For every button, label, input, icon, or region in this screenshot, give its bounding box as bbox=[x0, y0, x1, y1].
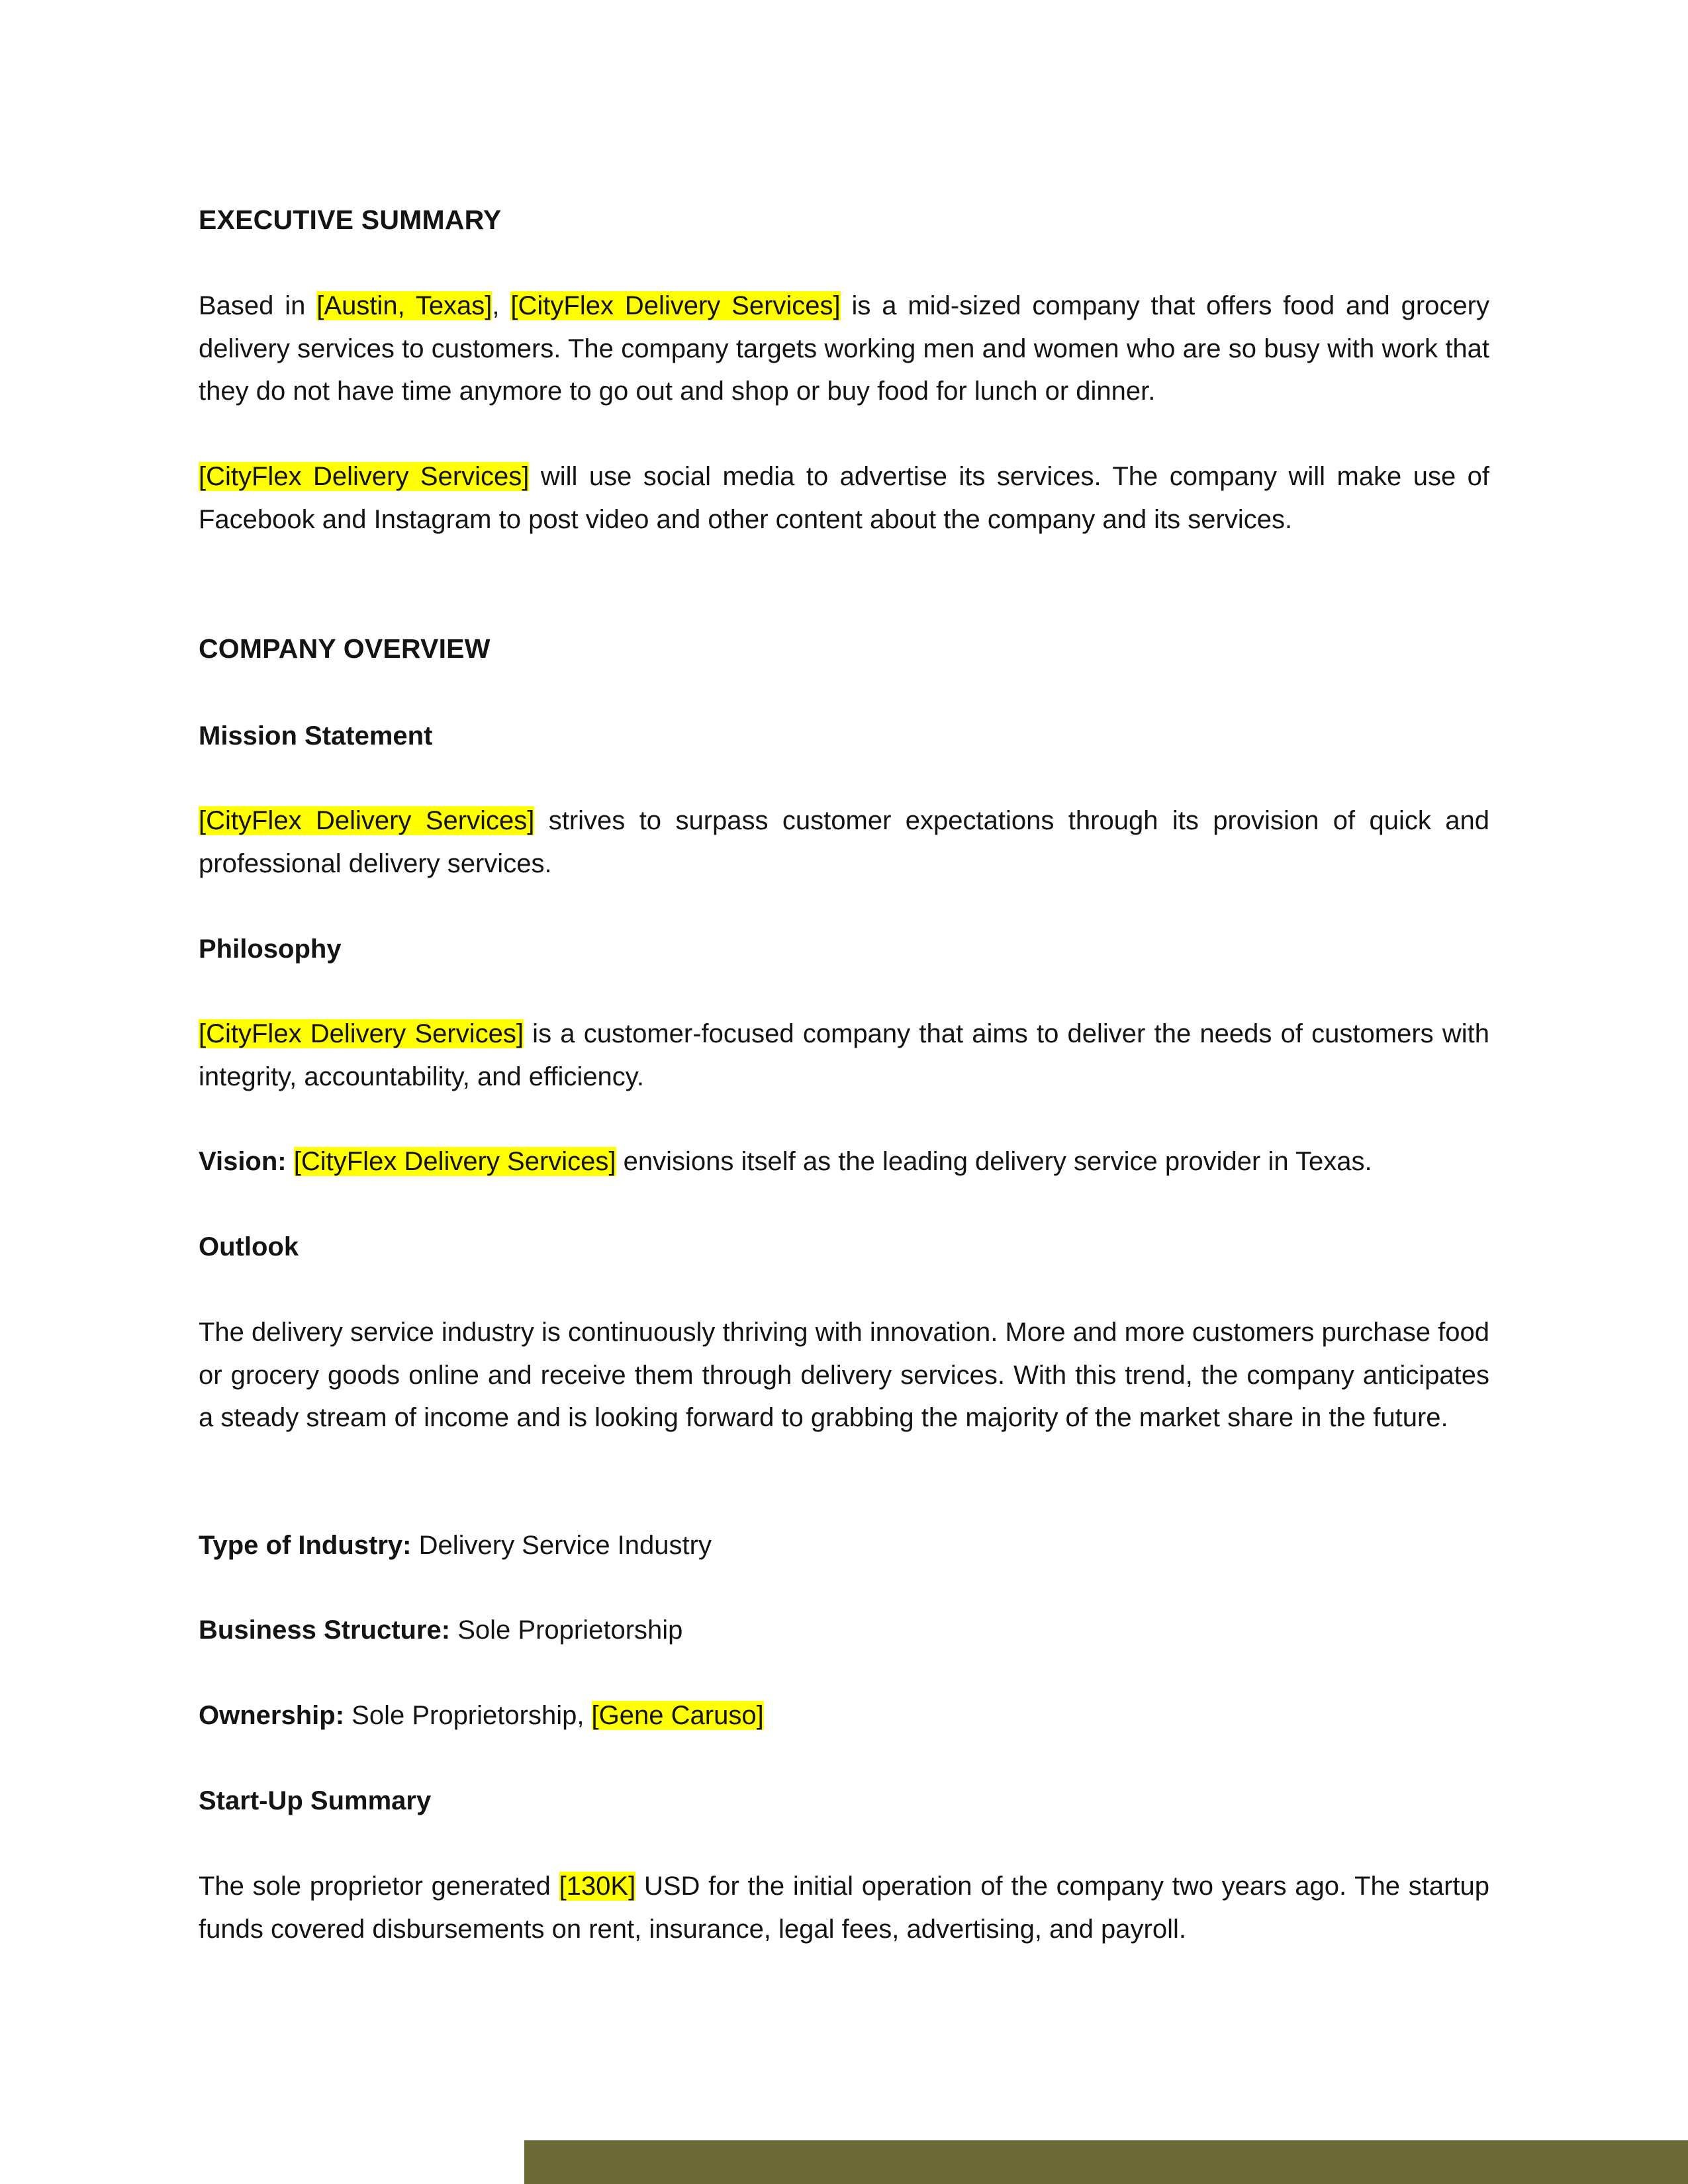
vision-label: Vision: bbox=[199, 1147, 287, 1176]
philosophy-paragraph bbox=[199, 1013, 1489, 1098]
executive-summary-paragraph-1 bbox=[199, 285, 1489, 413]
outlook-paragraph: The delivery service industry is continuously thriving with innovation. More and more customers purchase food or grocery goods online and receive them through delivery services. With this trend, the company anticipates a steady stream of income and is looking forward to grabbing the majority of the market share in the future. bbox=[199, 1318, 1489, 1432]
vision-paragraph bbox=[199, 1140, 1489, 1183]
company-name-placeholder: [CityFlex Delivery Services] bbox=[293, 1147, 616, 1176]
company-name-placeholder: [CityFlex Delivery Services] bbox=[199, 806, 535, 835]
outlook-heading: Outlook bbox=[199, 1232, 299, 1261]
text: Based in bbox=[199, 291, 317, 320]
structure-value: Sole Proprietorship bbox=[450, 1615, 683, 1645]
ownership-value: Sole Proprietorship, bbox=[344, 1701, 592, 1730]
company-name-placeholder: [CityFlex Delivery Services] bbox=[510, 291, 841, 320]
text: strives to surpass customer expectations through its provision of quick and professional delivery services. bbox=[199, 806, 1489, 878]
structure-label: Business Structure: bbox=[199, 1615, 451, 1645]
ownership-label: Ownership: bbox=[199, 1701, 345, 1730]
executive-summary-heading: EXECUTIVE SUMMARY bbox=[199, 205, 502, 235]
location-placeholder: [Austin, Texas] bbox=[316, 291, 492, 320]
mission-statement-heading: Mission Statement bbox=[199, 721, 433, 751]
executive-summary-paragraph-2 bbox=[199, 455, 1489, 541]
text: USD for the initial operation of the company two years ago. The startup funds covered disbursements on rent, insurance, legal fees, advertising, and payroll. bbox=[199, 1872, 1490, 1944]
startup-summary-paragraph bbox=[199, 1865, 1489, 1950]
company-name-placeholder: [CityFlex Delivery Services] bbox=[199, 462, 530, 491]
text: The sole proprietor generated bbox=[199, 1872, 559, 1901]
industry-value: Delivery Service Industry bbox=[411, 1531, 712, 1560]
text: is a mid-sized company that offers food and grocery delivery services to customers. The company targets working men and women who are so busy with work that they do not have time anymore to go out and shop or buy food for lunch or dinner. bbox=[199, 291, 1489, 406]
ownership-line bbox=[199, 1694, 1489, 1737]
company-overview-heading: COMPANY OVERVIEW bbox=[199, 633, 491, 664]
owner-name-placeholder: [Gene Caruso] bbox=[591, 1701, 764, 1730]
startup-summary-heading: Start-Up Summary bbox=[199, 1786, 432, 1815]
philosophy-heading: Philosophy bbox=[199, 934, 342, 964]
company-name-placeholder: [CityFlex Delivery Services] bbox=[199, 1019, 524, 1048]
text: , bbox=[492, 291, 511, 320]
text: is a customer-focused company that aims to deliver the needs of customers with integrity, accountability, and efficiency. bbox=[199, 1019, 1489, 1091]
amount-placeholder: [130K] bbox=[559, 1872, 636, 1901]
structure-line bbox=[199, 1609, 1489, 1652]
mission-statement-paragraph bbox=[199, 799, 1489, 885]
text: will use social media to advertise its services. The company will make use of Facebook and Instagram to post video and other content about the company and its services. bbox=[199, 462, 1490, 534]
footer-decorative-bar bbox=[524, 2140, 1688, 2184]
industry-line bbox=[199, 1524, 1489, 1567]
text: envisions itself as the leading delivery service provider in Texas. bbox=[616, 1147, 1372, 1176]
industry-label: Type of Industry: bbox=[199, 1531, 412, 1560]
